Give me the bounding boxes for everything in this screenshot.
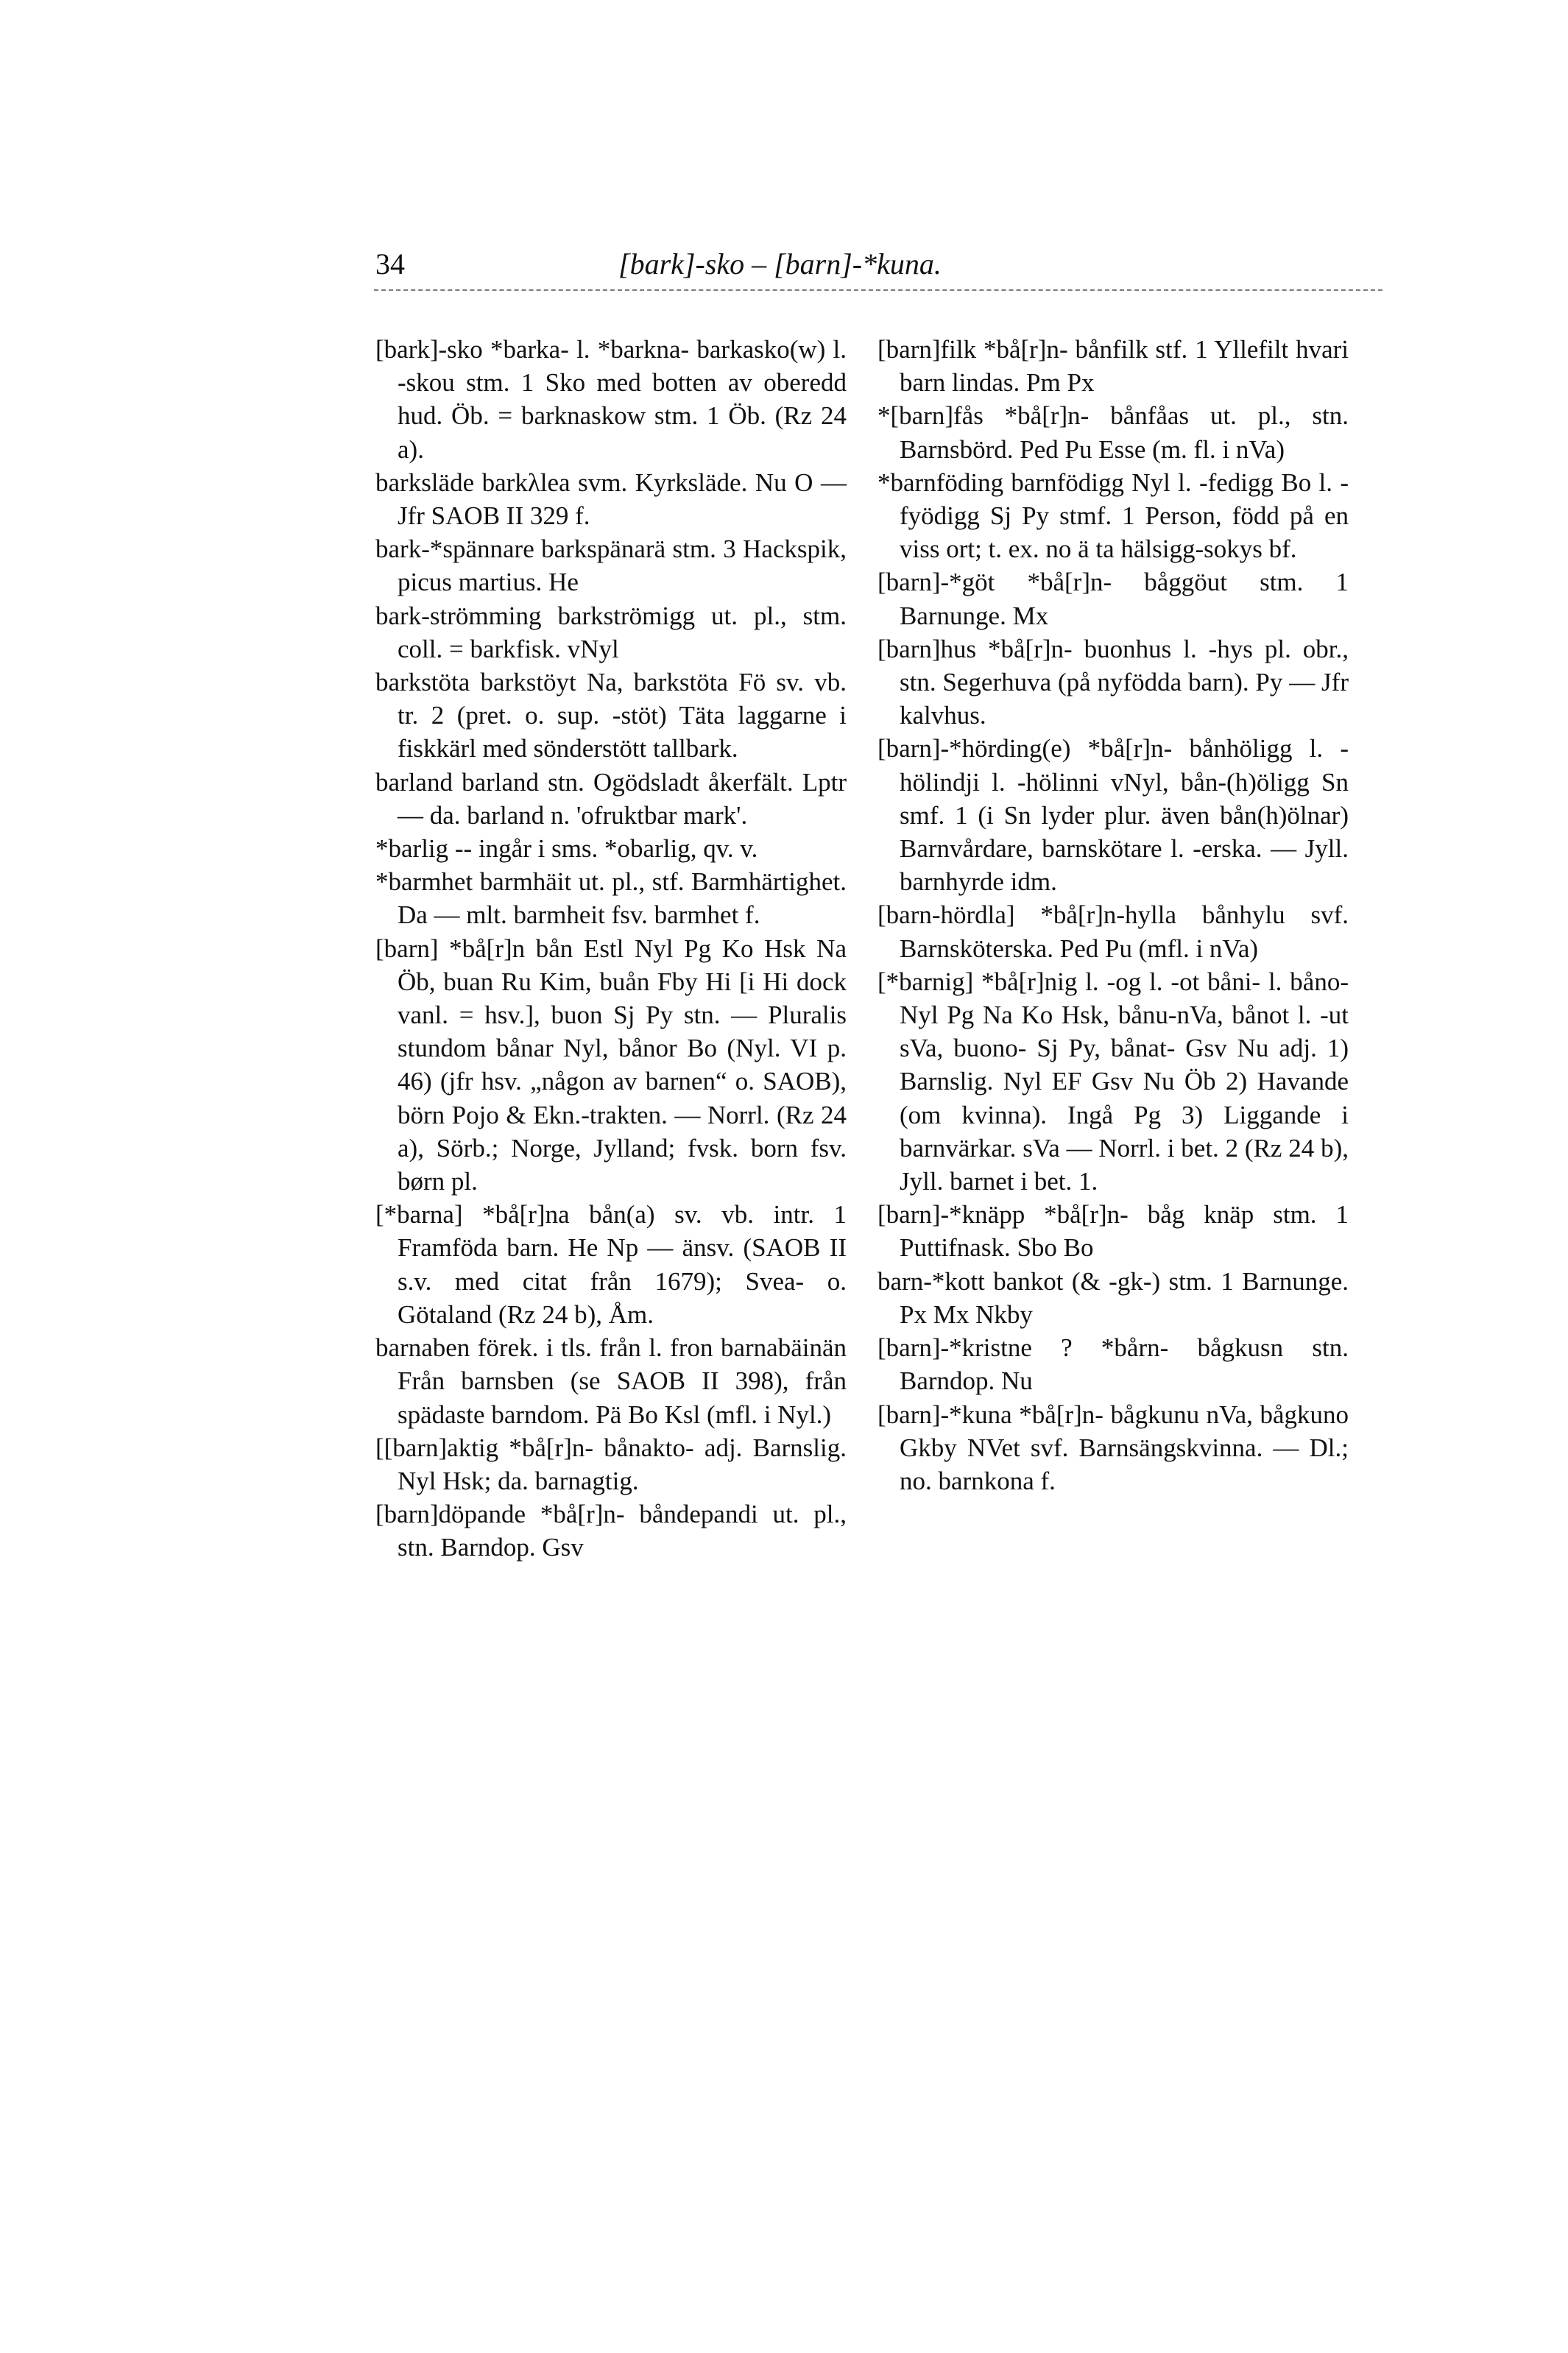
entry-barngot: [barn]-*göt *bå[r]n- båggöut stm. 1 Barnunge. Mx xyxy=(877,568,1349,630)
entry-barndopande: [barn]döpande *bå[r]n- båndepandi ut. pl., stn. Barndop. Gsv xyxy=(375,1500,847,1562)
entry-barnkristne: [barn]-*kristne ? *bårn- bågkusn stn. Barndop. Nu xyxy=(877,1333,1349,1396)
running-head: [bark]-sko – [barn]-*kuna. xyxy=(618,247,942,281)
entry-bark-sko: [bark]-sko *barka- l. *barkna- barkasko(w) l. -skou stm. 1 Sko med botten av oberedd hud. Öb. = barknaskow stm. 1 Öb. (Rz 24 a). xyxy=(375,335,847,464)
entry-barnfilk: [barn]filk *bå[r]n- bånfilk stf. 1 Yllefilt hvari barn lindas. Pm Px xyxy=(877,335,1349,398)
entry-barnhus: [barn]hus *bå[r]n- buonhus l. -hys pl. obr., stn. Segerhuva (på nyfödda barn). Py — Jfr kalvhus. xyxy=(877,634,1349,730)
entry-bark-stromming: bark-strömming barkströmigg ut. pl., stm. coll. = barkfisk. vNyl xyxy=(375,601,847,663)
left-column xyxy=(375,333,847,1564)
entry-barnig: [*barnig] *bå[r]nig l. -og l. -ot båni- l. båno- Nyl Pg Na Ko Hsk, bånu-nVa, bånot l. -ut sVa, buono- Sj Py, bånat- Gsv Nu adj. 1) Barnslig. Nyl EF Gsv Nu Öb 2) Havande (om kvinna). Ingå Pg 3) Liggande i barnvärkar. sVa — Norrl. i bet. 2 (Rz 24 b), Jyll. barnet i bet. 1. xyxy=(877,967,1349,1196)
right-column xyxy=(877,333,1349,1497)
page-number: 34 xyxy=(375,247,405,281)
entry-barnfas: *[barn]fås *bå[r]n- bånfåas ut. pl., stn. Barnsbörd. Ped Pu Esse (m. fl. i nVa) xyxy=(877,401,1349,464)
entry-bark-spannare: bark-*spännare barkspänarä stm. 3 Hackspik, picus martius. He xyxy=(375,535,847,597)
header-rule xyxy=(374,289,1382,291)
entry-barkslade: barksläde barkλlea svm. Kyrksläde. Nu O — Jfr SAOB II 329 f. xyxy=(375,468,847,531)
entry-barnfoding: *barnföding barnfödigg Nyl l. -fedigg Bo l. -fyödigg Sj Py stmf. 1 Person, född på en viss ort; t. ex. no ä ta hälsigg-sokys bf. xyxy=(877,468,1349,564)
entry-barn: [barn] *bå[r]n bån Estl Nyl Pg Ko Hsk Na Öb, buan Ru Kim, buån Fby Hi [i Hi dock vanl. = hsv.], buon Sj Py stn. — Pluralis stundom bånar Nyl, bånor Bo (Nyl. VI p. 46) (jfr hsv. „någon av barnen“ o. SAOB), börn Pojo & Ekn.-trakten. — Norrl. (Rz 24 a), Sörb.; Norge, Jylland; fvsk. born fsv. børn pl. xyxy=(375,934,847,1196)
entry-barnkuna: [barn]-*kuna *bå[r]n- bågkunu nVa, bågkuno Gkby NVet svf. Barnsängskvinna. — Dl.; no. barnkona f. xyxy=(877,1400,1349,1495)
entry-barnhording: [barn]-*hörding(e) *bå[r]n- bånhöligg l. -hölindji l. -hölinni vNyl, bån-(h)öligg Sn smf. 1 (i Sn lyder plur. även bån(h)ölnar) Barnvårdare, barnskötare l. -erska. — Jyll. barnhyrde idm. xyxy=(877,734,1349,897)
entry-barna: [*barna] *bå[r]na bån(a) sv. vb. intr. 1 Framföda barn. He Np — änsv. (SAOB II s.v. med citat från 1679); Svea- o. Götaland (Rz 24 b), Åm. xyxy=(375,1200,847,1329)
entry-barlig: *barlig -- ingår i sms. *obarlig, qv. v. xyxy=(375,834,758,864)
entry-barnaktig: [[barn]aktig *bå[r]n- bånakto- adj. Barnslig. Nyl Hsk; da. barnagtig. xyxy=(375,1433,847,1495)
entry-barnknapp: [barn]-*knäpp *bå[r]n- båg knäp stm. 1 Puttifnask. Sbo Bo xyxy=(877,1200,1349,1263)
entry-barnkott: barn-*kott bankot (& -gk-) stm. 1 Barnunge. Px Mx Nkby xyxy=(877,1266,1349,1329)
entry-barnhordla: [barn-hördla] *bå[r]n-hylla bånhylu svf. Barnsköterska. Ped Pu (mfl. i nVa) xyxy=(877,900,1349,963)
entry-barnaben: barnaben förek. i tls. från l. fron barnabäinän Från barnsben (se SAOB II 398), från spädaste barndom. Pä Bo Ksl (mfl. i Nyl.) xyxy=(375,1333,847,1429)
entry-barland: barland barland stn. Ogödsladt åkerfält. Lptr — da. barland n. 'ofruktbar mark'. xyxy=(375,767,847,830)
entry-barmhet: *barmhet barmhäit ut. pl., stf. Barmhärtighet. Da — mlt. barmheit fsv. barmhet f. xyxy=(375,867,847,930)
entry-barkstota: barkstöta barkstöyt Na, barkstöta Fö sv. vb. tr. 2 (pret. o. sup. -stöt) Täta laggarne i fiskkärl med sönderstött tallbark. xyxy=(375,668,847,763)
